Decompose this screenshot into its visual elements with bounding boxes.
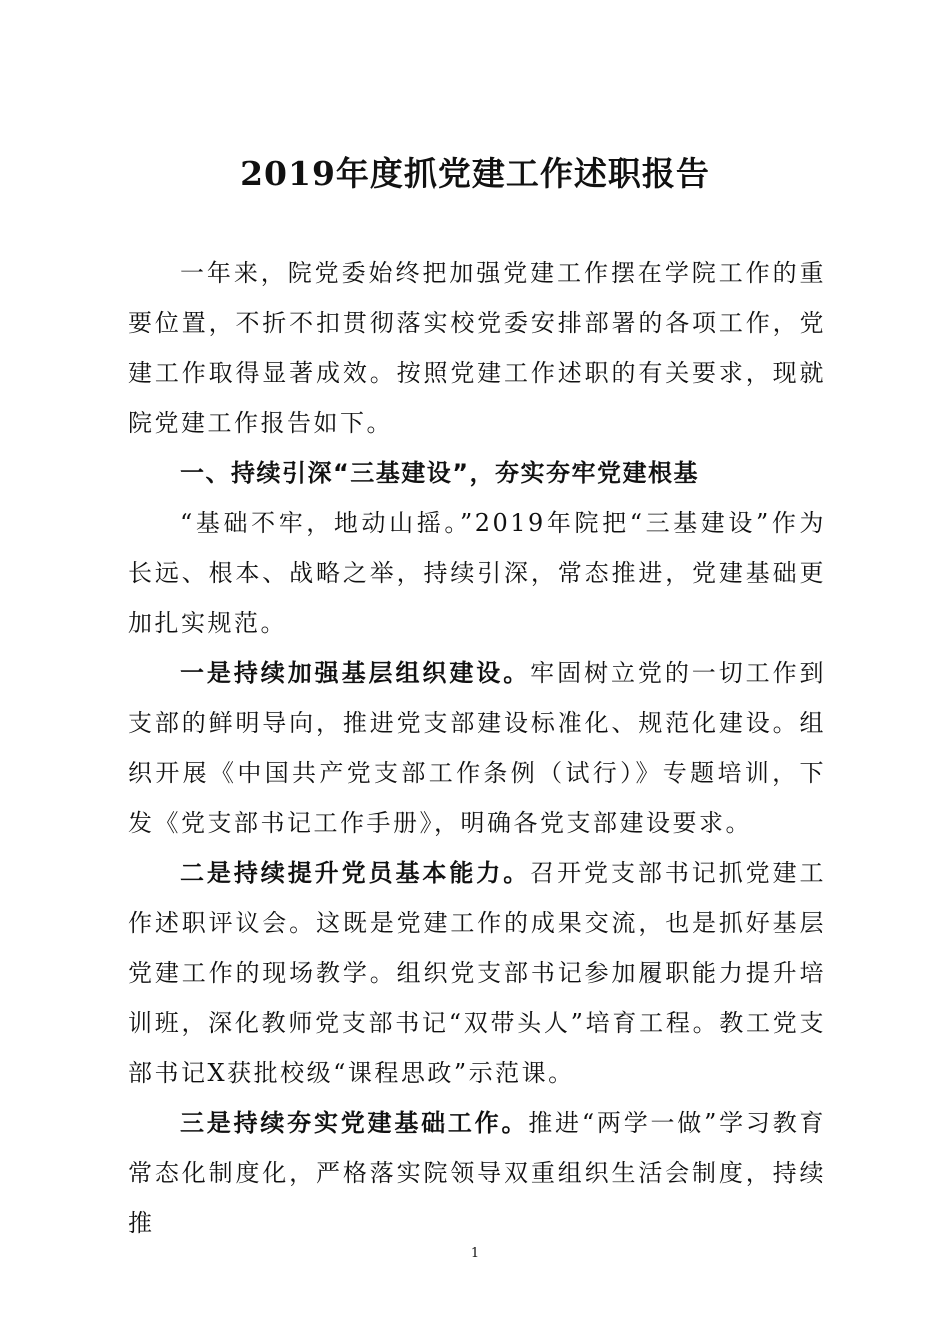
- item-lead-3: 三是持续夯实党建基础工作。: [180, 1108, 529, 1137]
- item-paragraph-2: [128, 848, 826, 1098]
- item-text-3: 推进“两学一做”学习教育常态化制度化，严格落实院领导双重组织生活会制度，持续推: [128, 1109, 826, 1237]
- document-title: 2019年度抓党建工作述职报告: [240, 154, 710, 193]
- item-text-1: 牢固树立党的一切工作到支部的鲜明导向，推进党支部建设标准化、规范化建设。组织开展《中国共产党支部工作条例（试行）》专题培训，下发《党支部书记工作手册》，明确各党支部建设要求。: [128, 659, 827, 837]
- page-number: 1: [470, 1246, 480, 1261]
- section-heading: 一、持续引深“三基建设”，夯实夯牢党建根基: [180, 459, 700, 487]
- document-body: [128, 248, 826, 1248]
- item-paragraph-1: [128, 648, 826, 848]
- section-intro-paragraph: “基础不牢，地动山摇。”2019年院把“三基建设”作为长远、根本、战略之举，持续引深，常态推进，党建基础更加扎实规范。: [128, 509, 826, 637]
- item-lead-2: 二是持续提升党员基本能力。: [180, 858, 531, 887]
- item-text-2: 召开党支部书记抓党建工作述职评议会。这既是党建工作的成果交流，也是抓好基层党建工作的现场教学。组织党支部书记参加履职能力提升培训班，深化教师党支部书记“双带头人”培育工程。教工党支部书记X获批校级“课程思政”示范课。: [128, 859, 827, 1087]
- intro-paragraph: 一年来，院党委始终把加强党建工作摆在学院工作的重要位置，不折不扣贯彻落实校党委安排部署的各项工作，党建工作取得显著成效。按照党建工作述职的有关要求，现就院党建工作报告如下。: [128, 259, 826, 437]
- item-paragraph-3: [128, 1098, 826, 1248]
- item-lead-1: 一是持续加强基层组织建设。: [180, 658, 531, 687]
